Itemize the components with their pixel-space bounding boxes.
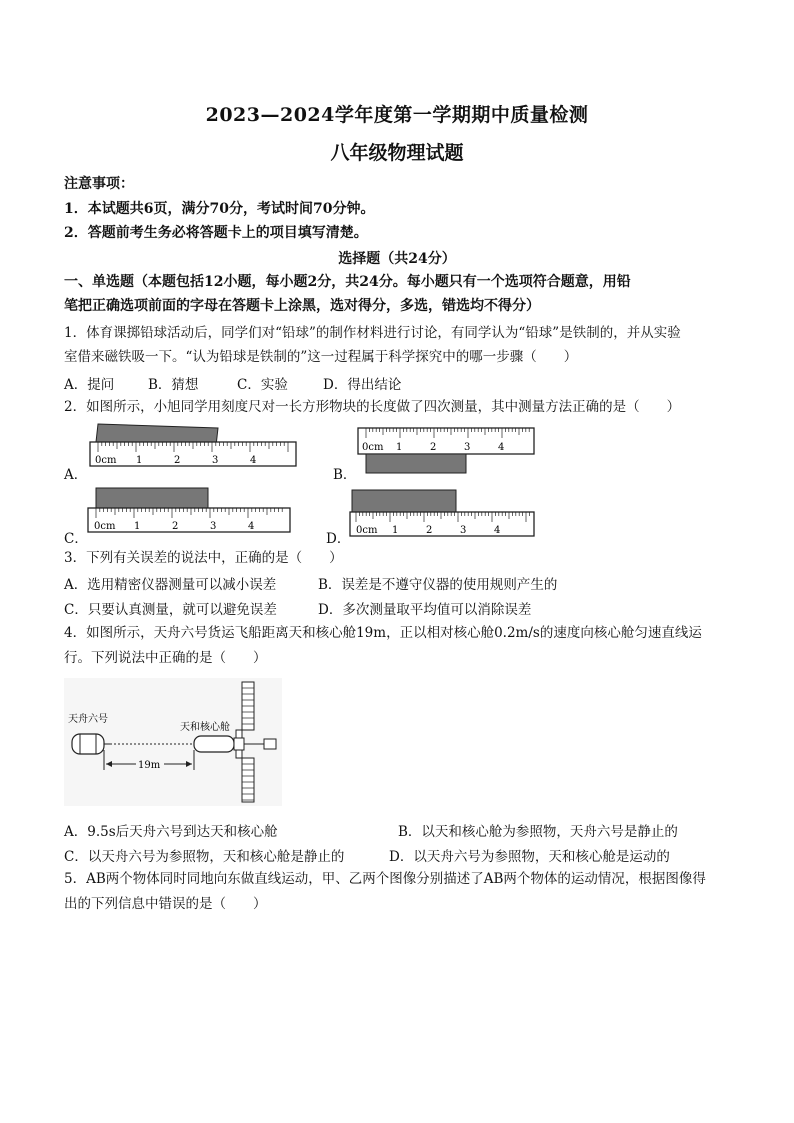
- q4-stem-line1: 4．如图所示，天舟六号货运飞船距离天和核心舱19m，正以相对核心舱0.2m/s的速度向核心舱匀速直线运: [64, 625, 702, 641]
- q2-figure-d: [348, 488, 536, 542]
- q4-option-c: C．以天舟六号为参照物，天和核心舱是静止的: [64, 849, 345, 865]
- note-item-1: 1．本试题共6页，满分70分，考试时间70分钟。: [64, 201, 375, 217]
- ruler-tick-label-1: 1: [134, 521, 141, 532]
- tianzhou-label: 天舟六号: [68, 714, 108, 725]
- q5-stem-line1: 5．AB两个物体同时同地向东做直线运动，甲、乙两个图像分别描述了AB两个物体的运动情况，根据图像得: [64, 871, 706, 887]
- q2-figure-c: [86, 486, 292, 542]
- notes-heading: 注意事项：: [64, 176, 134, 192]
- ruler-tick-label-1: 1: [396, 442, 403, 453]
- ruler-tick-label-3: 3: [210, 521, 217, 532]
- q4-option-b: B．以天和核心舱为参照物，天舟六号是静止的: [398, 824, 678, 840]
- ruler-tick-label-1: 1: [136, 455, 143, 466]
- tianhe-label: 天和核心舱: [180, 722, 230, 733]
- q3-stem: 3．下列有关误差的说法中，正确的是（ ）: [64, 550, 343, 566]
- q2-label-a: A．: [64, 467, 88, 483]
- ruler-zero-label: 0cm: [356, 525, 378, 536]
- q4-option-a: A．9.5s后天舟六号到达天和核心舱: [64, 824, 278, 840]
- ruler-tick-label-4: 4: [248, 521, 255, 532]
- q1-option-a: A．提问: [64, 377, 115, 393]
- ruler-tick-label-2: 2: [430, 442, 437, 453]
- q1-option-b: B．猜想: [148, 377, 199, 393]
- q2-figure-b: [356, 426, 536, 476]
- ruler-tick-label-4: 4: [250, 455, 257, 466]
- exam-subtitle: 八年级物理试题: [330, 142, 464, 164]
- ruler-tick-label-3: 3: [460, 525, 467, 536]
- q5-stem-line2: 出的下列信息中错误的是（ ）: [64, 896, 267, 912]
- q4-stem-line2: 行。下列说法中正确的是（ ）: [64, 650, 267, 666]
- section-instruction-line1: 一、单选题（本题包括12小题，每小题2分，共24分。每小题只有一个选项符合题意，用铅: [64, 274, 631, 290]
- q1-option-c: C．实验: [237, 377, 288, 393]
- q4-spacecraft-figure: [64, 678, 282, 806]
- q1-stem-line1: 1．体育课掷铅球活动后，同学们对“铅球”的制作材料进行讨论，有同学认为“铅球”是铁制的，并从实验: [64, 325, 681, 341]
- q3-option-c: C．只要认真测量，就可以避免误差: [64, 602, 277, 618]
- ruler-tick-label-3: 3: [212, 455, 219, 466]
- q4-option-d: D．以天舟六号为参照物，天和核心舱是运动的: [389, 849, 670, 865]
- q2-stem: 2．如图所示，小旭同学用刻度尺对一长方形物块的长度做了四次测量，其中测量方法正确的是（ ）: [64, 399, 681, 415]
- exam-title: 2023—2024学年度第一学期期中质量检测: [205, 104, 589, 126]
- q2-figure-a: [86, 420, 298, 478]
- q2-label-b: B．: [333, 467, 357, 483]
- ruler-tick-label-1: 1: [392, 525, 399, 536]
- ruler-tick-label-2: 2: [426, 525, 433, 536]
- distance-label: 19m: [138, 760, 161, 771]
- ruler-tick-label-4: 4: [494, 525, 501, 536]
- ruler-zero-label: 0cm: [94, 521, 116, 532]
- ruler-tick-label-3: 3: [464, 442, 471, 453]
- q3-option-b: B．误差是不遵守仪器的使用规则产生的: [318, 577, 558, 593]
- q3-option-a: A．选用精密仪器测量可以减小误差: [64, 577, 277, 593]
- q1-stem-line2: 室借来磁铁吸一下。“认为铅球是铁制的”这一过程属于科学探究中的哪一步骤（ ）: [64, 349, 578, 365]
- section-instruction-line2: 笔把正确选项前面的字母在答题卡上涂黑，选对得分，多选，错选均不得分）: [64, 298, 540, 314]
- q3-option-d: D．多次测量取平均值可以消除误差: [318, 602, 532, 618]
- ruler-zero-label: 0cm: [95, 455, 117, 466]
- q2-label-c: C．: [64, 531, 88, 547]
- ruler-tick-label-2: 2: [174, 455, 181, 466]
- note-item-2: 2．答题前考生务必将答题卡上的项目填写清楚。: [64, 225, 368, 241]
- q1-option-d: D．得出结论: [323, 377, 402, 393]
- ruler-tick-label-2: 2: [172, 521, 179, 532]
- ruler-zero-label: 0cm: [362, 442, 384, 453]
- q2-label-d: D．: [326, 531, 351, 547]
- section-title: 选择题（共24分）: [338, 251, 456, 267]
- ruler-tick-label-4: 4: [498, 442, 505, 453]
